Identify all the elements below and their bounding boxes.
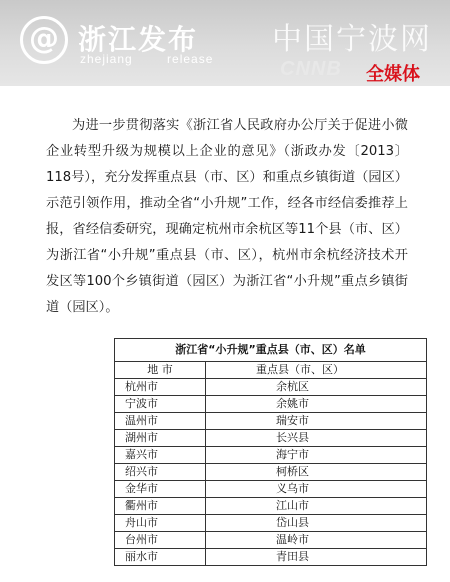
table-row [115,447,427,464]
brand-sub-left: zhejiang [80,52,133,66]
table-row [115,481,427,498]
county-cell: 长兴县 [206,430,427,447]
city-cell: 台州市 [115,532,206,549]
city-cell: 金华市 [115,481,206,498]
table-row [115,549,427,566]
watermark-site: 中国宁波网 [272,22,432,57]
table-row [115,515,427,532]
county-cell: 海宁市 [206,447,427,464]
header-city: 地 市 [115,362,206,379]
county-cell: 余姚市 [206,396,427,413]
table-row [115,430,427,447]
body-paragraph: 为进一步贯彻落实《浙江省人民政府办公厅关于促进小微企业转型升级为规模以上企业的意见》（浙政办发〔2013〕118号），充分发挥重点县（市、区）和重点乡镇街道（园区）示范引领作用，推动全省“小升规”工作，经各市经信委推荐上报，省经信委研究，现确定杭州市余杭区等11个县（市、区）为浙江省“小升规”重点县（市、区），杭州市余杭经济技术开发区等100个乡镇街道（园区）为浙江省“小升规”重点乡镇街道（园区）。 [46,118,408,316]
city-cell: 衢州市 [115,498,206,515]
county-cell: 温岭市 [206,532,427,549]
table-row [115,396,427,413]
city-cell: 宁波市 [115,396,206,413]
table-row [115,379,427,396]
county-list-table [114,338,427,566]
city-cell: 杭州市 [115,379,206,396]
table-row [115,464,427,481]
city-cell: 温州市 [115,413,206,430]
header-county: 重点县（市、区） [206,362,427,379]
city-cell: 绍兴市 [115,464,206,481]
city-cell: 舟山市 [115,515,206,532]
county-cell: 瑞安市 [206,413,427,430]
brand-subtitle [80,52,213,66]
brand-title: 浙江发布 [78,23,199,56]
table-row [115,498,427,515]
watermark-allmedia: 全媒体 [366,64,420,85]
county-cell: 青田县 [206,549,427,566]
watermark-cnnb: CNNB [280,58,342,80]
city-cell: 丽水市 [115,549,206,566]
county-cell: 江山市 [206,498,427,515]
table-title-row [115,339,427,362]
table-row [115,413,427,430]
table-header-row [115,362,427,379]
table-title: 浙江省“小升规”重点县（市、区）名单 [115,339,427,362]
county-cell: 岱山县 [206,515,427,532]
header-banner [0,0,450,86]
at-logo-icon: @ [20,16,68,64]
county-cell: 余杭区 [206,379,427,396]
county-cell: 义乌市 [206,481,427,498]
city-cell: 湖州市 [115,430,206,447]
brand-sub-right: release [167,52,214,66]
table-row [115,532,427,549]
county-cell: 柯桥区 [206,464,427,481]
city-cell: 嘉兴市 [115,447,206,464]
